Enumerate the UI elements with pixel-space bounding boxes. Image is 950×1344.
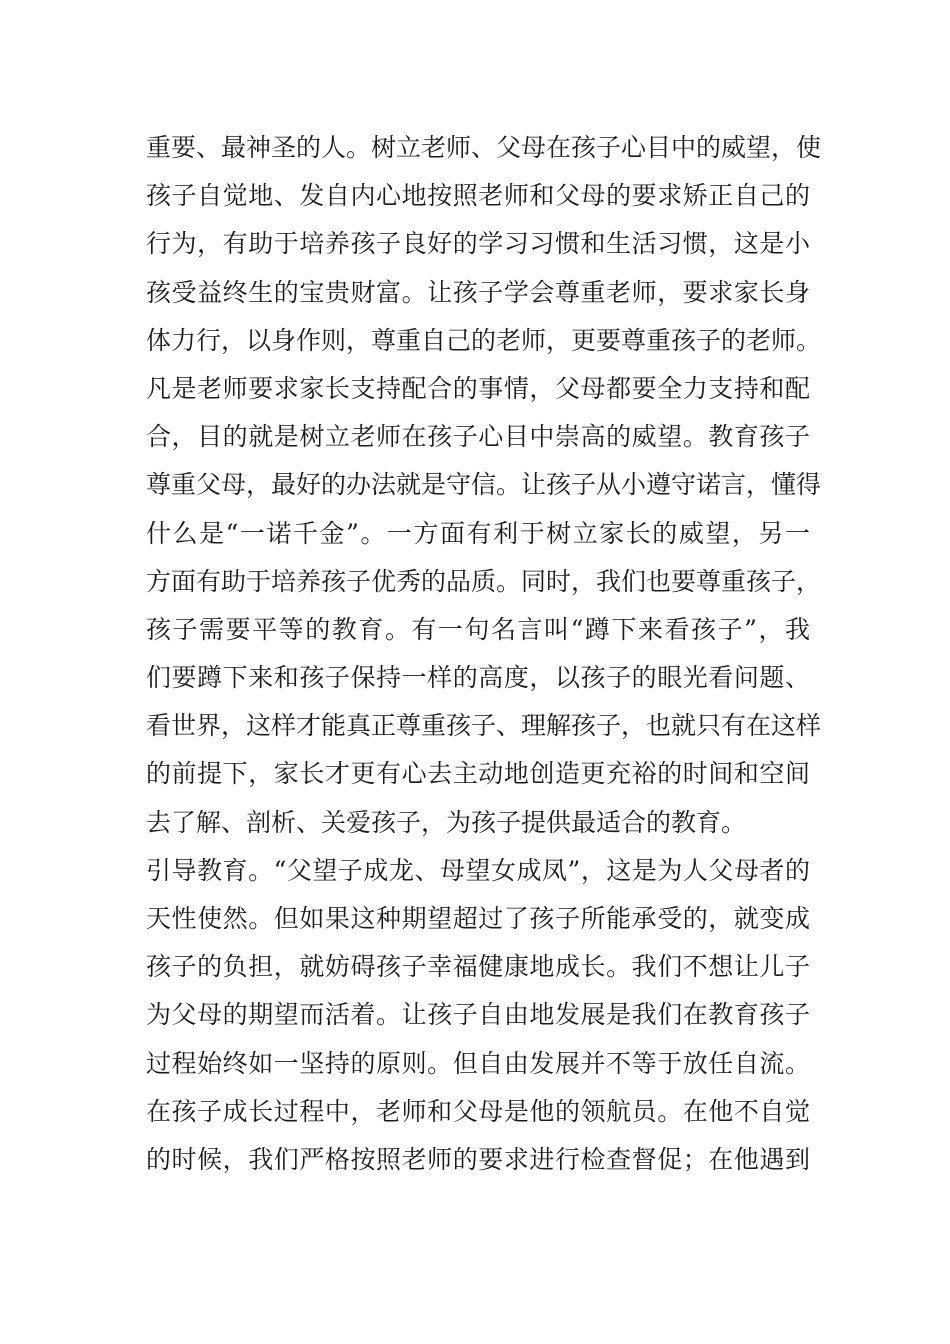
text-line: 过程始终如一坚持的原则。但自由发展并不等于放任自流。 [146,1048,810,1078]
text-line: 看世界，这样才能真正尊重孩子、理解孩子，也就只有在这样 [146,711,822,741]
text-line: 行为，有助于培养孩子良好的学习习惯和生活习惯，这是小 [146,229,810,259]
text-line: 天性使然。但如果这种期望超过了孩子所能承受的，就变成 [146,904,810,933]
text-line: 引导教育。“父望子成龙、母望女成凤”，这是为人父母者的 [146,855,810,885]
text-line: 合，目的就是树立老师在孩子心目中崇高的威望。教育孩子 [146,422,810,452]
text-line: 方面有助于培养孩子优秀的品质。同时，我们也要尊重孩子， [146,566,822,596]
text-line: 体力行，以身作则，尊重自己的老师，更要尊重孩子的老师。 [146,325,822,355]
text-line: 孩子的负担，就妨碍孩子幸福健康地成长。我们不想让儿子 [146,952,810,982]
text-line: 们要蹲下来和孩子保持一样的高度，以孩子的眼光看问题、 [146,663,810,693]
text-line: 孩子自觉地、发自内心地按照老师和父母的要求矫正自己的 [146,181,810,211]
text-line: 的前提下，家长才更有心去主动地创造更充裕的时间和空间 [146,759,810,789]
text-line: 重要、最神圣的人。树立老师、父母在孩子心目中的威望，使 [146,133,822,162]
text-line: 为父母的期望而活着。让孩子自由地发展是我们在教育孩子 [146,1000,810,1030]
text-line: 什么是“一诺千金”。一方面有利于树立家长的威望，另一 [146,518,810,548]
body-text [146,124,822,1184]
text-line: 在孩子成长过程中，老师和父母是他的领航员。在他不自觉 [146,1096,810,1126]
paragraph-end-line: 去了解、剖析、关爱孩子，为孩子提供最适合的教育。 [146,807,747,837]
text-line: 的时候，我们严格按照老师的要求进行检查督促；在他遇到 [146,1144,810,1174]
text-line: 尊重父母，最好的办法就是守信。让孩子从小遵守诺言，懂得 [146,470,822,500]
text-line: 凡是老师要求家长支持配合的事情，父母都要全力支持和配 [146,373,810,403]
text-line: 孩子需要平等的教育。有一句名言叫“蹲下来看孩子”，我 [146,614,810,644]
text-line: 孩受益终生的宝贵财富。让孩子学会尊重老师，要求家长身 [146,277,810,307]
